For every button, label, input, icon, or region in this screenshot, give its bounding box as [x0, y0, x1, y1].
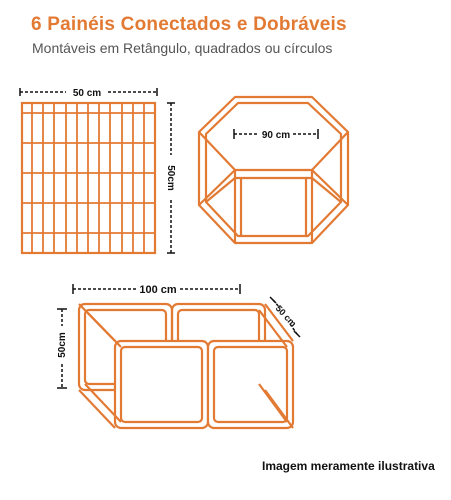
octagon-diameter-label: 90 cm	[261, 130, 291, 141]
pen-depth-label: 50 cm	[273, 303, 299, 329]
panel-width-label: 50 cm	[72, 88, 102, 99]
pen-height-label: 50cm	[57, 332, 68, 358]
panel-height-dimension	[165, 103, 176, 253]
octagon-pen-diagram	[199, 97, 348, 243]
single-panel-diagram	[20, 88, 176, 253]
octagon-diameter-dimension	[234, 129, 318, 141]
page-title: 6 Painéis Conectados e Dobráveis	[31, 14, 347, 35]
illustrative-caption: Imagem meramente ilustrativa	[262, 459, 435, 473]
page-subtitle: Montáveis em Retângulo, quadrados ou círculos	[32, 40, 333, 56]
pen-length-dimension	[73, 284, 240, 296]
panel-height-label: 50cm	[165, 165, 176, 191]
pen-length-label: 100 cm	[139, 284, 177, 296]
rectangle-pen-diagram	[79, 304, 293, 428]
pen-height-dimension	[57, 309, 68, 388]
panel-width-dimension	[20, 88, 157, 99]
panel-bars	[22, 103, 155, 253]
